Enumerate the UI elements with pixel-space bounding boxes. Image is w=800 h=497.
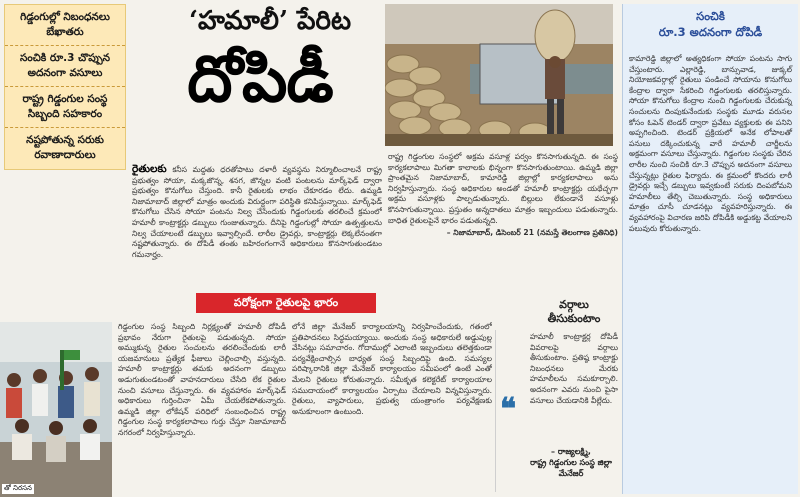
sidebar-box — [622, 4, 798, 494]
article-intro — [132, 164, 382, 282]
sidebar-title-line2: రూ.3 అదనంగా దోపిడీ — [658, 25, 763, 39]
highlight-item: సంచికి రూ.3 చొప్పున అదనంగా వసూలు — [5, 46, 125, 87]
highlight-item: నష్టపోతున్న సరుకు రవాణాదారులు — [26, 134, 104, 161]
highlights-box — [4, 4, 126, 170]
sidebar-title — [623, 4, 798, 52]
quote-title: వర్గాలు తీసుకుంటాం — [547, 298, 601, 325]
headline-kicker: ‘హమాలీ’ పేరిట — [188, 6, 352, 36]
quote-sig-role: రాష్ట్ర గిడ్డంగుల సంస్థ జిల్లా మేనేజర్‌ — [530, 458, 612, 478]
main-text: రాష్ట్ర గిడ్డంగుల సంస్థలో అక్రమ వసూళ్ల పర్వం కొనసాగుతున్నది. ఈ సంస్థ కార్యకలాపాలు మిగతా కాలాలకు భిన్నంగా కొనసాగుతుంటాయి. ఉమ్మడి జిల్లా ప్రాంతమైన నిజామాబాద్‌, కామారెడ్డి జిల్లాల్లో కార్యకలాపాలు అను నిర్వహిస్తున్నారు. సంస్థ అధికారుల అండతో హమాలీ కాంట్రాక్టర్లు యథేచ్ఛగా అక్రమ వసూళ్లకు పాల్పడుతున్నారు. బిల్లులు లేకుండానే వసూళ్లు కొనసాగుతున్నాయి. ప్రస్తుతం అన్నదాతలు మాత్రం ఇబ్బందులు పడుతున్నారు. బాధిత రైతులపైనే భారం పడుతున్నది. — [388, 152, 618, 225]
quote-signature — [524, 446, 618, 479]
warehouse-photo-illustration — [385, 4, 613, 146]
sidebar-text: కామారెడ్డి జిల్లాలో అత్యధికంగా సోయా పంటను సాగు చేస్తుంటారు. ఎల్లారెడ్డి, బాన్సువాడ, జుక్కల్‌ నియోజకవర్గాల్లో రైతులు పండించే సోయాను కొనుగోలు కేంద్రాల ద్వారా సేకరించి గిడ్డంగులకు తరలిస్తున్నారు. సోయా కొనుగోలు కేంద్రాల నుంచి గిడ్డంగులకు చేరుకున్న సంచులను దింపుకునేందుకు సంస్థకు మూడు వరుసల కోసం ఓపెన్‌ టెండర్‌ ద్వారా ప్రవేటు వ్యక్తులకు ఈ పనిని అప్పగించింది. టెండర్‌ ప్రక్రియలో అనేక లోపాలతో పనులు దక్కించుకున్న వారే హమాలీ చార్జీలను అక్రమంగా వసూలు చేస్తున్నారు. గిడ్డంగుల సంస్థకు చేరిన లారీల నుంచి సంచికి రూ.3 చొప్పున అదనంగా వసూలు చేస్తున్నట్లు రైతుల ఫిర్యాదు. ఈ క్రమంలో కొందరు లారీ డ్రైవర్లు ఇచ్చే డబ్బులు ఇవ్వకుంటే సరుకు దింపబోమని హమాలీలు తేల్చి చెబుతున్నారు. సంస్థ అధికారులు మాత్రం చూసీ చూడనట్లు వ్యవహరిస్తున్నారు. ఈ వ్యవహారంపై విచారణ జరిపి దోపిడీకి అడ్డుకట్ట వేయాలని పలువురు కోరుతున్నారు. — [629, 54, 792, 233]
intro-text: కనీస మద్దతు ధరతోపాటు దళారీ వ్యవస్థను నిర్మూలించాలనే రాష్ట్ర ప్రభుత్వం సోయా, మక్కజొన్న, శనగ, జొన్నల వంటి పంటలను మార్క్‌ఫెడ్‌ ద్వారా ప్రభుత్వం కొనుగోలు చేస్తుంది. కానీ రైతులకు లాభం చేకూరడం లేదు. ఉమ్మడి నిజామాబాద్‌ జిల్లాలో మాత్రం అందుకు విరుద్ధంగా పరిస్థితి కనిపిస్తున్నాయి. మార్క్‌ఫెడ్‌ కొనుగోలు చేసిన సోయా పంటను నిల్వ చేసేందుకు గిడ్డంగులకు తరలించే క్రమంలో హమాలీ కాంట్రాక్టర్లు డబ్బులు గుంజుతున్నారు. దీనిపై గిడ్డంగుల్లో సోయా ఉత్పత్తులను నిల్వ చేయాలంటే డబ్బులు ఇవ్వాల్సిందే. లారీల డ్రైవర్లు, కాంట్రాక్టర్లు లెక్కలేనంతగా నష్టపోతున్నారు. ఈ దోపిడీ తంతు బహిరంగంగానే అధికారులు కొనసాగుతుండటం గమనార్హం. — [132, 165, 382, 259]
column-divider — [495, 330, 496, 492]
highlight-item: రాష్ట్ర గిడ్డంగుల సంస్థ సిబ్బంది సహకారం — [5, 87, 125, 128]
highlight-item: గిడ్డంగుల్లో నిబంధనలు బేఖాతరు — [5, 5, 125, 46]
article-col4: లోనే జిల్లా మేనేజర్‌ కార్యాలయాన్ని నిర్వహించేందుకు, గతంలో ప్రతిపాదనలు సిద్ధమయ్యాయి. అందుకు సంస్థ అధికారులే అడ్డుపుల్ల వేసినట్లు సమాచారం. గోదాముల్లో ఎలాంటి ఇబ్బందులు తలెత్తకుండా పర్యవేక్షించాల్సిన బాధ్యత సంస్థ సిబ్బందిపై ఉంది. సమస్యల పరిష్కారానికి జిల్లా మేనేజర్‌ కార్యాలయం సమీపంలో ఉంటే ఎంతో మేలని రైతులు కోరుతున్నారు. సమీకృత కలెక్టరేట్‌ కార్యాలయాల సముదాయంలో కార్యాలయం ఏర్పాటు చేయాలని విన్నవిస్తున్నారు. రైతులు, వ్యాపారులు, ప్రభుత్వ యంత్రాంగం పర్యవేక్షణకు అనుకూలంగా ఉంటుంది. — [292, 322, 492, 416]
warehouse-photo — [385, 4, 613, 146]
lead-word: రైతులకు — [132, 164, 167, 175]
protest-photo — [0, 322, 112, 497]
photo-caption: తో నిరసన — [4, 484, 32, 492]
quote-sig-name: – రాజ్యలక్ష్మి, — [551, 447, 591, 456]
article-main-text — [388, 152, 618, 282]
subheading-strip: పరోక్షంగా రైతులపై భారం — [196, 293, 376, 313]
headline-main: దోపిడీ — [187, 42, 333, 117]
sidebar-title-line1: సంచికి — [696, 9, 725, 23]
article-col3: గిడ్డంగుల సంస్థ సిబ్బంది నిర్లక్ష్యంతో హమాలీ దోపిడీ ప్రభావం నేరుగా రైతులపై పడుతున్నది. సోయా అమ్ముకున్న రైతుల సంచులను తరలించేందుకు లారీ యజమానులు ప్రత్యేక ఫీజులు చెల్లించాల్సి వస్తున్నది. హమాలీ కాంట్రాక్టర్లు తమకు అదనంగా డబ్బులు అడుగుతుండటంతో వాహనదారులు చేసేది లేక రైతుల నుంచి వసూలు చేస్తున్నారు. ఈ వ్యవహారం మార్క్‌ఫెడ్‌ అధికారులు గుర్తించినా ఏమీ చేయలేకపోతున్నారు. ఉమ్మడి జిల్లా లోకేషన్‌ పరిధిలో సంబంధించిన రాష్ట్ర గిడ్డంగుల సంస్థ కార్యకలాపాలు గుర్తు చేస్తూ నిజామాబాద్‌ నగరంలో నిర్వహిస్తున్నారు. — [118, 322, 286, 437]
dateline: – నిజామాబాద్‌, డిసెంబర్‌ 21 (నమస్తే తెలంగాణ ప్రతినిధి) — [446, 228, 618, 238]
protest-photo-illustration — [0, 322, 112, 497]
quote-text: హమాలీ కాంట్రాక్టర్ల దోపిడీ వివరాలపై వర్గాలు తీసుకుంటాం. ప్రతిష్ఠ కాంట్రాక్టు నిబంధనలు మేరకు హమాలీలను సమకూర్చాలి. అదనంగా ఎవరు నుంచి పైసా వసూలు చేయడానికి వీల్లేదు. — [530, 332, 618, 405]
quote-icon: ❝ — [500, 392, 517, 427]
